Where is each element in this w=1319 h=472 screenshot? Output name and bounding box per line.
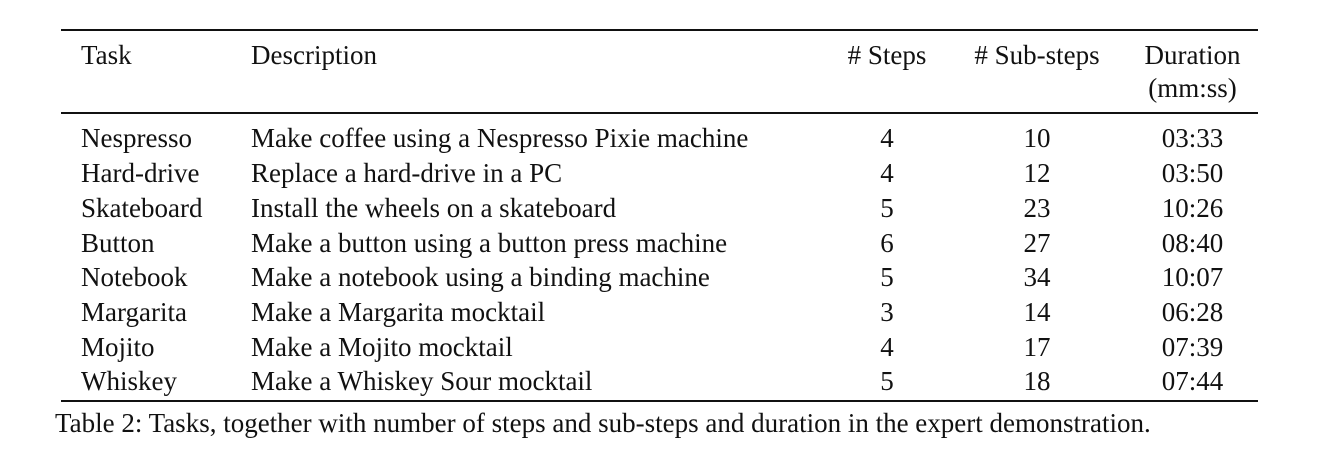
- cell-task: Hard-drive: [81, 158, 200, 189]
- tasks-table-container: [61, 29, 1258, 402]
- cell-description: Make a notebook using a binding machine: [251, 262, 710, 293]
- header-duration-line1: Duration: [1144, 40, 1241, 70]
- table-row: [61, 156, 1258, 191]
- cell-description: Make coffee using a Nespresso Pixie machine: [251, 123, 749, 154]
- header-substeps: # Sub-steps: [974, 40, 1100, 70]
- cell-duration: 10:26: [1161, 192, 1224, 223]
- cell-steps: 6: [880, 227, 894, 258]
- cell-duration: 03:50: [1161, 158, 1224, 189]
- cell-substeps: 10: [1023, 123, 1051, 154]
- cell-task: Mojito: [81, 331, 155, 362]
- header-row: [61, 30, 1258, 113]
- cell-description: Make a button using a button press machine: [251, 227, 728, 258]
- cell-duration: 03:33: [1161, 123, 1224, 154]
- cell-substeps: 18: [1023, 366, 1051, 397]
- table-header: [61, 30, 1258, 113]
- cell-substeps: 23: [1023, 192, 1051, 223]
- cell-task: Skateboard: [81, 192, 203, 223]
- cell-duration: 06:28: [1161, 296, 1224, 327]
- cell-steps: 5: [880, 192, 894, 223]
- cell-task: Margarita: [81, 296, 187, 327]
- cell-task: Whiskey: [81, 366, 177, 397]
- header-duration-line2: (mm:ss): [1148, 72, 1237, 103]
- cell-task: Button: [81, 227, 155, 258]
- cell-duration: 07:44: [1161, 366, 1224, 397]
- cell-description: Make a Margarita mocktail: [251, 296, 546, 327]
- header-duration: [1127, 30, 1258, 113]
- cell-substeps: 12: [1023, 158, 1051, 189]
- cell-steps: 5: [880, 262, 894, 293]
- table-row: [61, 191, 1258, 226]
- cell-substeps: 27: [1023, 227, 1051, 258]
- header-task: Task: [81, 40, 132, 70]
- cell-steps: 3: [880, 296, 894, 327]
- cell-duration: 07:39: [1161, 331, 1224, 362]
- header-description: Description: [251, 40, 377, 70]
- cell-substeps: 17: [1023, 331, 1051, 362]
- cell-steps: 4: [880, 123, 894, 154]
- cell-task: Notebook: [81, 262, 188, 293]
- cell-duration: 10:07: [1161, 262, 1224, 293]
- cell-description: Replace a hard-drive in a PC: [251, 158, 563, 189]
- cell-substeps: 14: [1023, 296, 1051, 327]
- table-row: [61, 260, 1258, 295]
- cell-description: Install the wheels on a skateboard: [251, 192, 617, 223]
- cell-steps: 4: [880, 331, 894, 362]
- cell-steps: 5: [880, 366, 894, 397]
- cell-description: Make a Whiskey Sour mocktail: [251, 366, 593, 397]
- table-body: [61, 113, 1258, 401]
- table-row: [61, 364, 1258, 401]
- cell-duration: 08:40: [1161, 227, 1224, 258]
- cell-steps: 4: [880, 158, 894, 189]
- table-row: [61, 113, 1258, 156]
- table-row: [61, 226, 1258, 261]
- header-steps: # Steps: [847, 40, 927, 70]
- cell-task: Nespresso: [81, 123, 192, 154]
- table-row: [61, 330, 1258, 365]
- cell-substeps: 34: [1023, 262, 1051, 293]
- table-row: [61, 295, 1258, 330]
- tasks-table: [61, 29, 1258, 402]
- cell-description: Make a Mojito mocktail: [251, 331, 513, 362]
- table-caption: Table 2: Tasks, together with number of steps and sub-steps and duration in the expert demonstration.: [55, 408, 1151, 438]
